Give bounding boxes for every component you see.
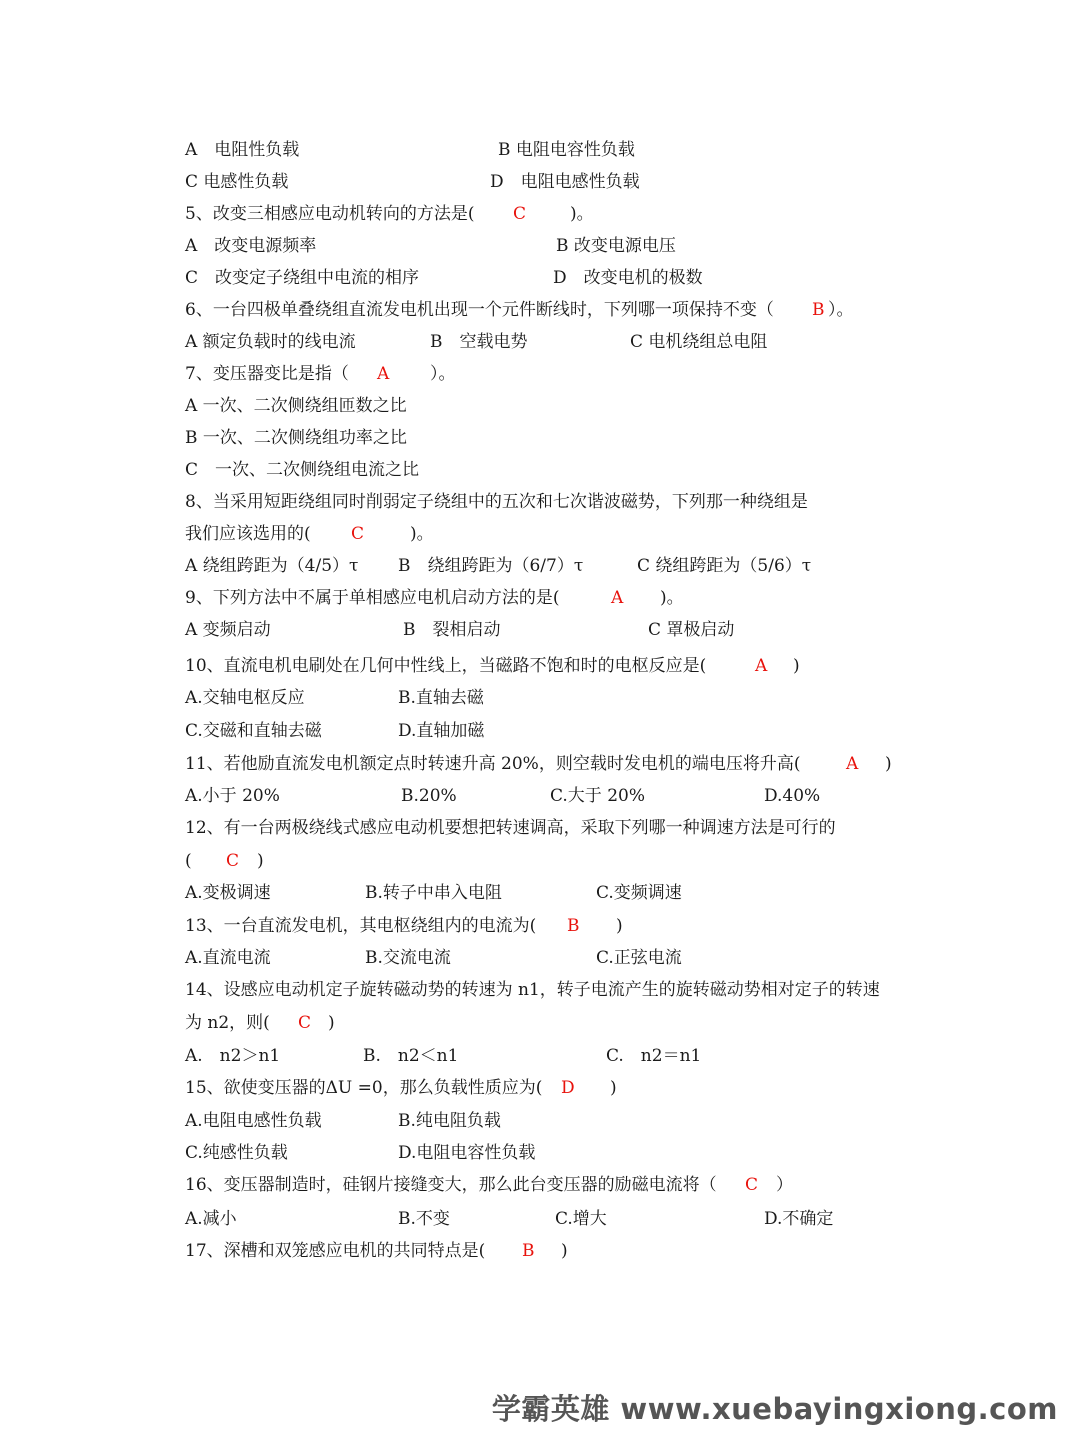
answer-mark: B [522,1241,535,1261]
option-b: B 绕组跨距为（6/7）τ [398,556,584,576]
question-text: 13、一台直流发电机，其电枢绕组内的电流为( [185,916,537,936]
option-a: A.变极调速 [185,883,271,903]
option-b: B 裂相启动 [403,620,501,640]
question-text: 17、深槽和双笼感应电机的共同特点是( [185,1241,486,1261]
question-close: ） [776,1175,793,1195]
option-a: A 额定负载时的线电流 [185,332,356,352]
option-c: C. n2＝n1 [606,1046,702,1066]
option-b: B.转子中串入电阻 [365,883,502,903]
option-b: B 电阻电容性负载 [498,140,635,160]
option-c: C.正弦电流 [596,948,682,968]
question-close: ) [328,1013,335,1033]
question-text: 12、有一台两极绕线式感应电动机要想把转速调高，采取下列哪一种调速方法是可行的 [185,818,836,838]
option-c: C.大于 20% [550,786,645,806]
option-c: C 罩极启动 [648,620,735,640]
question-close: ) [561,1241,568,1261]
answer-mark: C [745,1175,759,1195]
option-c: C 改变定子绕组中电流的相序 [185,268,420,288]
answer-mark: A [755,656,768,676]
option-b: B.交流电流 [365,948,451,968]
question-text: 15、欲使变压器的ΔU =0，那么负载性质应为( [185,1078,543,1098]
question-text: 14、设感应电动机定子旋转磁动势的转速为 n1，转子电流产生的旋转磁动势相对定子的转速 [185,980,880,1000]
question-close: ）。 [828,300,854,320]
answer-mark: B [567,916,580,936]
site-watermark: 学霸英雄 www.xuebayingxiong.com [491,1392,1058,1426]
option-b: B 一次、二次侧绕组功率之比 [185,428,407,448]
option-b: B 改变电源电压 [556,236,676,256]
question-text: 我们应该选用的( [185,524,311,544]
option-d: D.电阻电容性负载 [398,1143,536,1163]
answer-mark: C [351,524,365,544]
option-d: D.40% [764,786,821,806]
option-a: A 一次、二次侧绕组匝数之比 [185,396,407,416]
option-a: A. n2＞n1 [185,1046,281,1066]
question-close: )。 [410,524,434,544]
question-close: ) [257,851,264,871]
answer-mark: C [226,851,240,871]
option-d: D.直轴加磁 [398,721,485,741]
answer-mark: C [513,204,527,224]
question-text: 9、下列方法中不属于单相感应电机启动方法的是( [185,588,560,608]
question-text: 6、一台四极单叠绕组直流发电机出现一个元件断线时，下列哪一项保持不变（ [185,300,774,320]
option-a: A 绕组跨距为（4/5）τ [185,556,359,576]
question-close: ) [793,656,800,676]
question-text: 16、变压器制造时，硅钢片接缝变大，那么此台变压器的励磁电流将（ [185,1175,717,1195]
option-a: A.减小 [185,1209,237,1229]
answer-mark: C [298,1013,312,1033]
option-c: C.变频调速 [596,883,682,903]
option-b: B.20% [401,786,457,806]
option-a: A.小于 20% [185,786,280,806]
answer-mark: D [561,1078,575,1098]
option-a: A 改变电源频率 [185,236,317,256]
question-text: 11、若他励直流发电机额定点时转速升高 20%，则空载时发电机的端电压将升高( [185,754,801,774]
option-a: A.电阻电感性负载 [185,1111,322,1131]
option-c: C.纯感性负载 [185,1143,288,1163]
question-close: ）。 [430,364,456,384]
option-b: B. n2＜n1 [363,1046,459,1066]
option-d: D 改变电机的极数 [553,268,703,288]
option-d: D.不确定 [764,1209,834,1229]
answer-mark: A [846,754,859,774]
option-c: C.交磁和直轴去磁 [185,721,322,741]
option-b: B.纯电阻负载 [398,1111,501,1131]
question-text: 7、变压器变比是指（ [185,364,349,384]
question-close: ) [616,916,623,936]
option-a: A.直流电流 [185,948,271,968]
option-c: C 电机绕组总电阻 [630,332,768,352]
option-b: B.不变 [398,1209,450,1229]
question-close: ) [885,754,892,774]
question-text: 5、改变三相感应电动机转向的方法是( [185,204,475,224]
answer-mark: A [377,364,390,384]
question-text: ( [185,851,192,871]
option-d: D 电阻电感性负载 [490,172,640,192]
question-text: 8、当采用短距绕组同时削弱定子绕组中的五次和七次谐波磁势，下列那一种绕组是 [185,492,808,512]
option-a: A.交轴电枢反应 [185,688,305,708]
answer-mark: A [611,588,624,608]
option-a: A 变频启动 [185,620,271,640]
question-close: )。 [660,588,684,608]
option-c: C.增大 [555,1209,607,1229]
answer-mark: B [812,300,825,320]
option-b: B.直轴去磁 [398,688,484,708]
question-close: ) [610,1078,617,1098]
option-b: B 空载电势 [430,332,528,352]
option-c: C 绕组跨距为（5/6）τ [637,556,812,576]
question-text: 10、直流电机电刷处在几何中性线上，当磁路不饱和时的电枢反应是( [185,656,707,676]
option-a: A 电阻性负载 [185,140,300,160]
question-text: 为 n2，则( [185,1013,270,1033]
question-close: )。 [570,204,594,224]
option-c: C 电感性负载 [185,172,289,192]
option-c: C 一次、二次侧绕组电流之比 [185,460,420,480]
